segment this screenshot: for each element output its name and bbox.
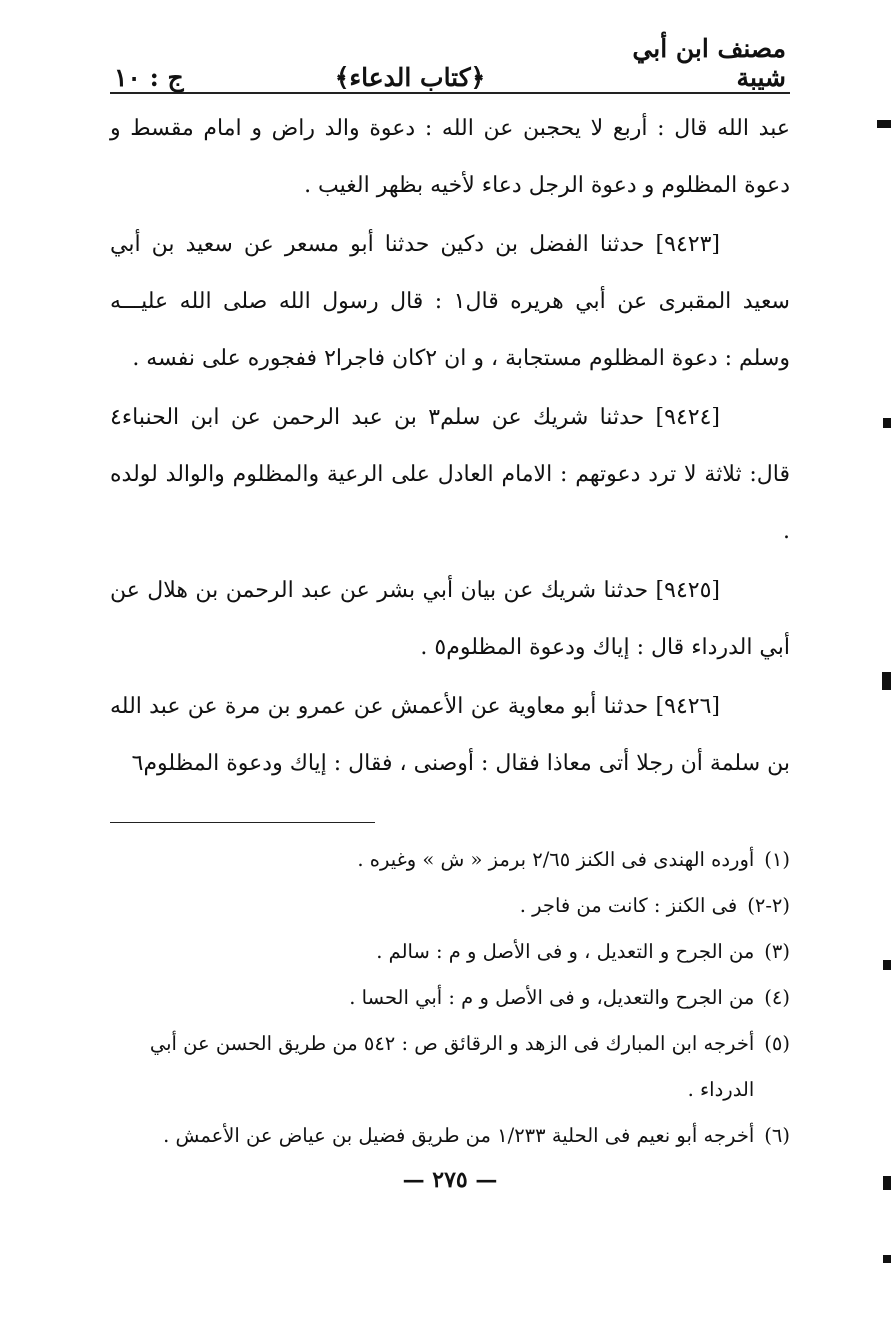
scan-mark [883, 1176, 891, 1190]
footnote-text: أخرجه ابن المبارك فى الزهد و الرقائق ص : ٥٤٢ من طريق الحسن عن أبي الدرداء . [149, 1032, 755, 1101]
page-number: — ٢٧٥ — [402, 1167, 498, 1193]
footnote-number: (٤) [764, 986, 790, 1009]
paragraph-continuation: عبد الله قال : أربع لا يحجبن عن الله : دعوة والد راض و امام مقسط و دعوة المظلوم و دعوة الرجل دعاء لأخيه بظهر الغيب . [110, 116, 790, 198]
footnote-1 [110, 837, 790, 883]
scan-mark [883, 960, 891, 970]
footnote-text: أورده الهندى فى الكنز ٢/٦٥ برمز « ش » وغيره . [357, 848, 755, 871]
scan-mark [877, 120, 891, 128]
footnote-divider [110, 822, 375, 823]
hadith-9426: [٩٤٢٦] حدثنا أبو معاوية عن الأعمش عن عمرو بن مرة عن عبد الله بن سلمة أن رجلا أتى معاذا فقال : أوصنى ، فقال : إياك ودعوة المظلوم٦ [110, 694, 790, 776]
running-header [110, 34, 790, 94]
footnotes [110, 837, 790, 1159]
footnote-6 [110, 1113, 790, 1159]
footnote-number: (٢-٢) [747, 894, 790, 917]
main-text [110, 100, 790, 792]
footnote-4 [110, 975, 790, 1021]
footnote-3 [110, 929, 790, 975]
footnote-2 [110, 883, 790, 929]
document-page [110, 34, 790, 1298]
footnote-number: (٥) [764, 1032, 790, 1055]
footnote-number: (٦) [764, 1124, 790, 1147]
footnote-text: فى الكنز : كانت من فاجر . [519, 894, 738, 917]
scan-mark [883, 1255, 891, 1263]
scan-mark [883, 418, 891, 428]
hadith-9425: [٩٤٢٥] حدثنا شريك عن بيان أبي بشر عن عبد الرحمن بن هلال عن أبي الدرداء قال : إياك ودعوة المظلوم٥ . [110, 578, 790, 660]
footnote-text: من الجرح والتعديل، و فى الأصل و م : أبي الحسا . [349, 986, 755, 1009]
hadith-9423: [٩٤٢٣] حدثنا الفضل بن دكين حدثنا أبو مسعر عن سعيد بن أبي سعيد المقبرى عن أبي هريره قال١ : قال رسول الله صلى الله عليـــه وسلم : دعوة المظلوم مستجابة ، و ان ٢كان فاجرا٢ ففجوره على نفسه . [110, 232, 790, 371]
chapter-title: ﴿كتاب الدعاء﴾ [334, 63, 486, 92]
footnote-text: من الجرح و التعديل ، و فى الأصل و م : سالم . [376, 940, 755, 963]
footnote-5 [110, 1021, 790, 1113]
footnote-number: (١) [764, 848, 790, 871]
footnote-text: أخرجه أبو نعيم فى الحلية ١/٢٣٣ من طريق فضيل بن عياض عن الأعمش . [163, 1124, 755, 1147]
scan-mark [882, 672, 891, 690]
book-title: مصنف ابن أبي شيبة [632, 34, 786, 92]
hadith-9424: [٩٤٢٤] حدثنا شريك عن سلم٣ بن عبد الرحمن عن ابن الحنباء٤ قال: ثلاثة لا ترد دعوتهم : الامام العادل على الرعية والمظلوم والوالد لولده . [110, 405, 790, 544]
footnote-number: (٣) [764, 940, 790, 963]
volume-number: ج : ١٠ [114, 63, 184, 92]
